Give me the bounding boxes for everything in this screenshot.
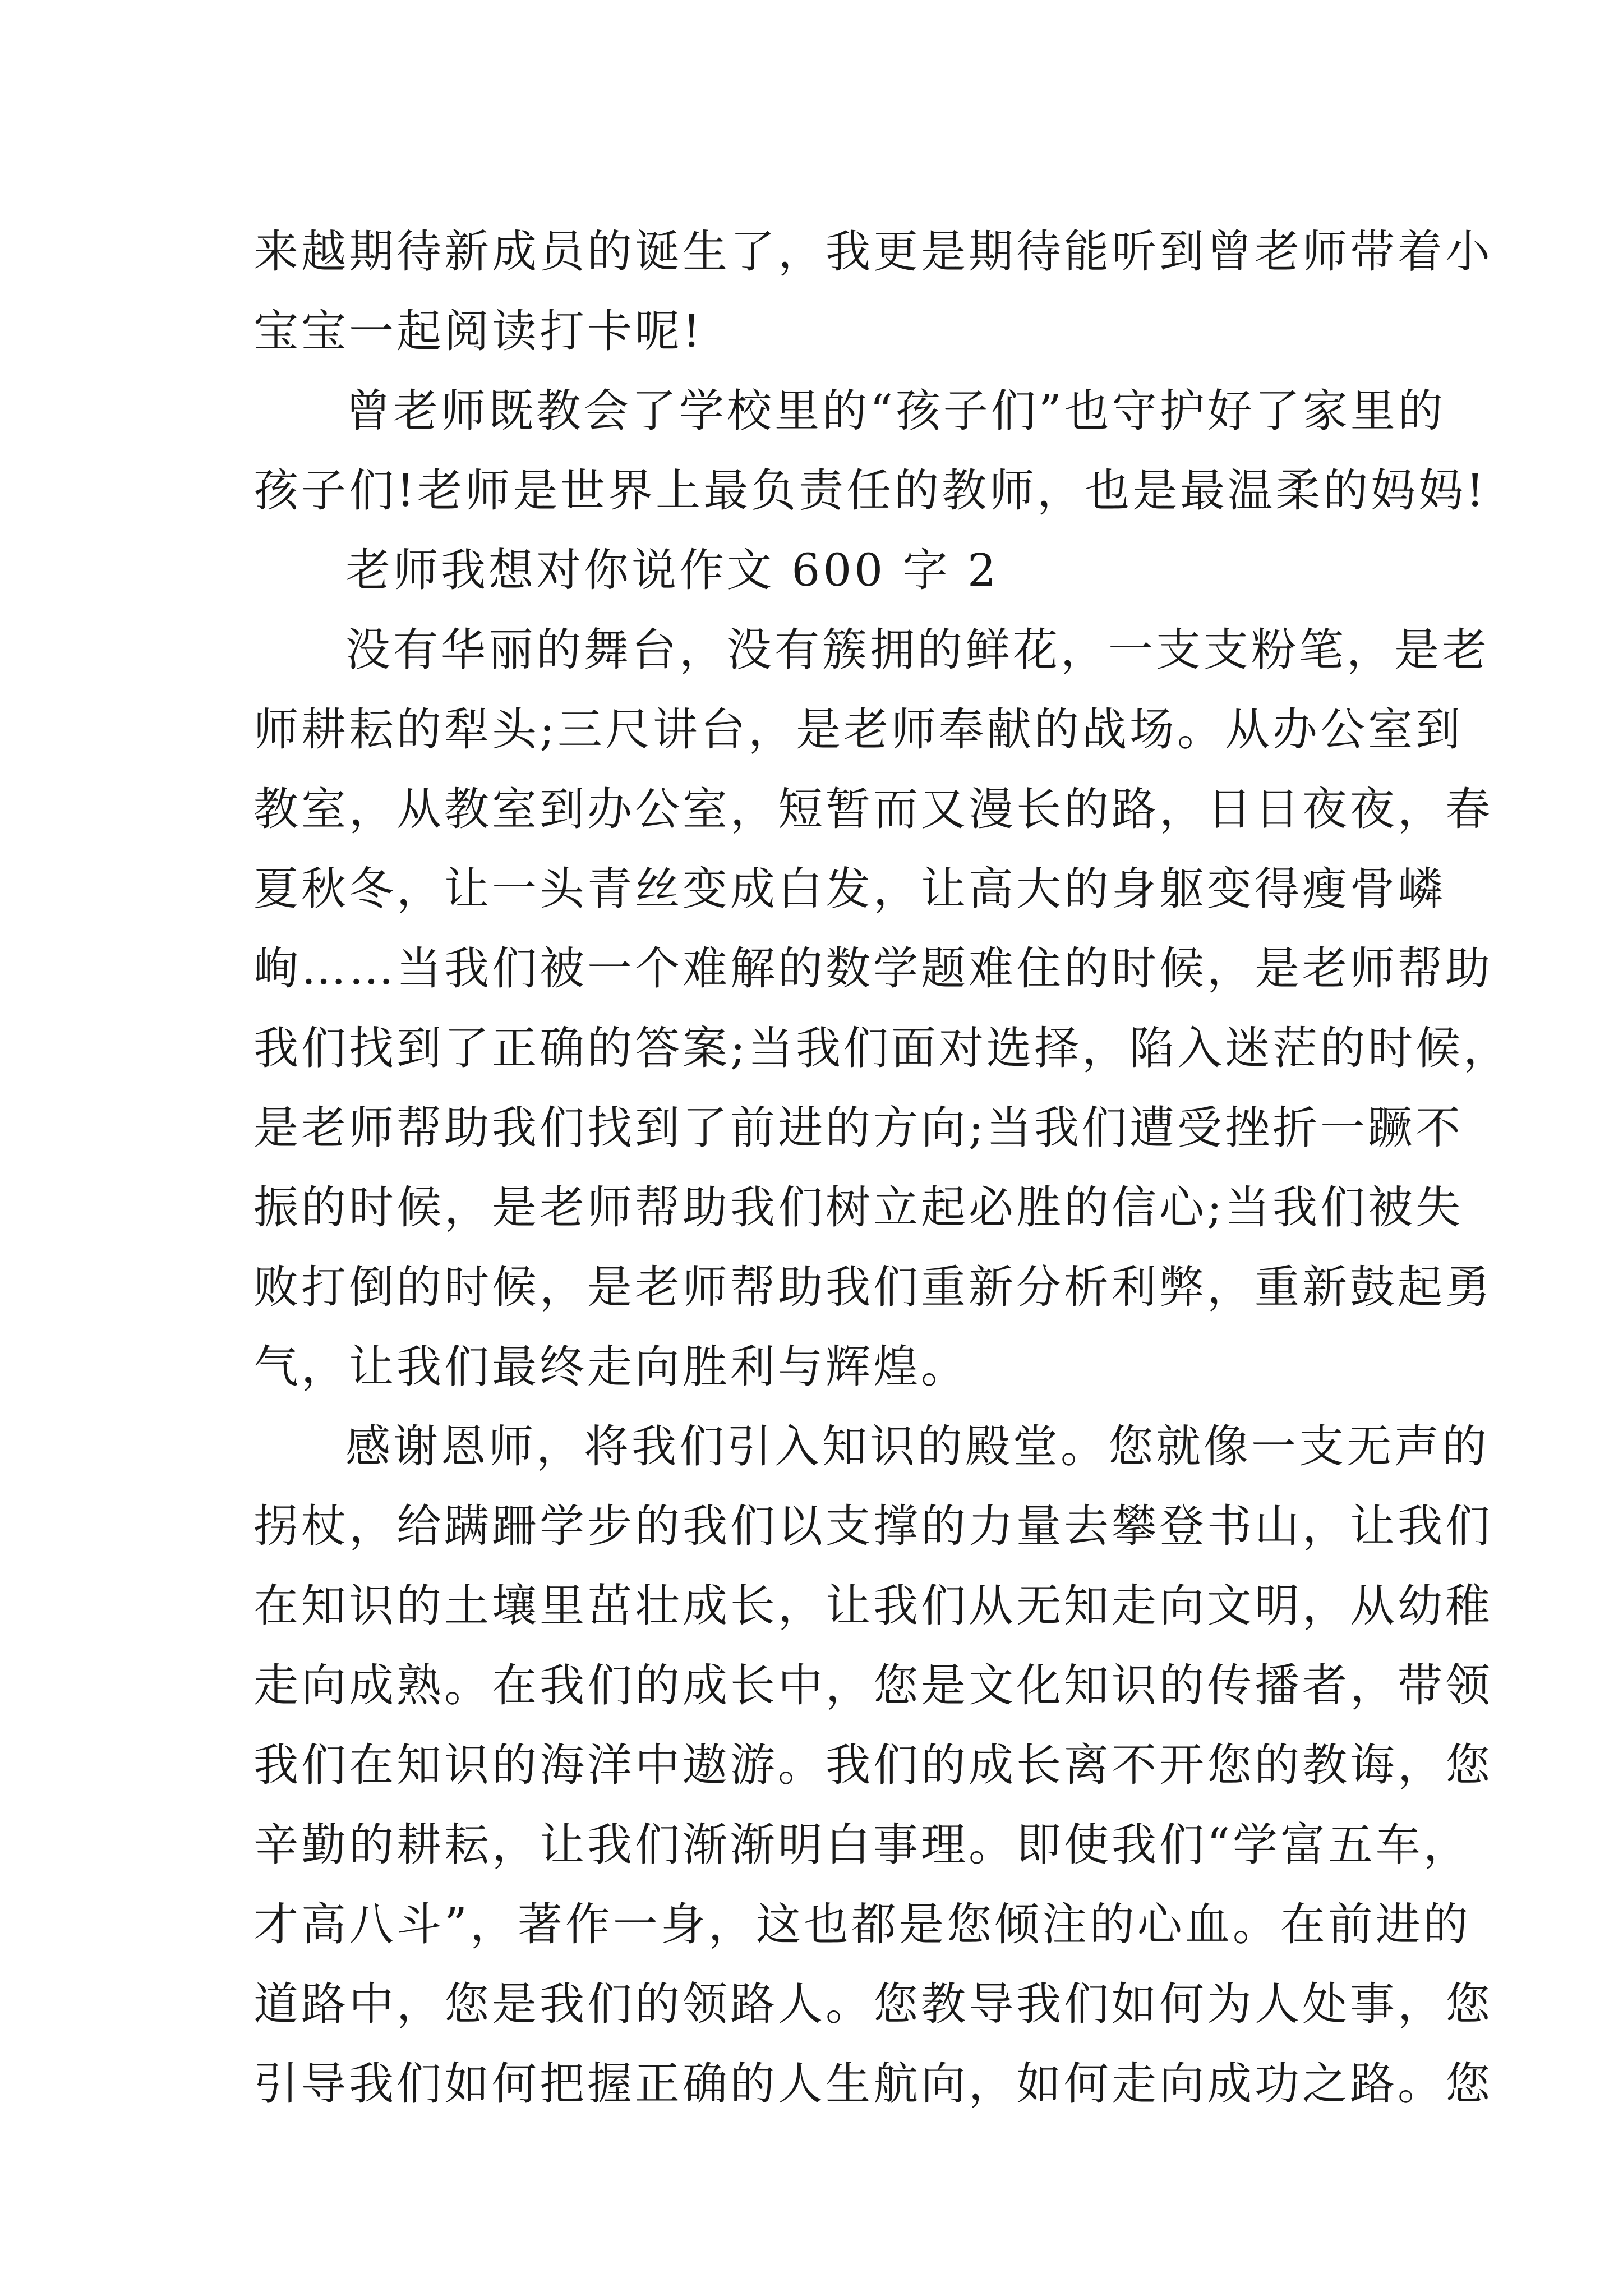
body-text <box>253 212 1511 2124</box>
paragraph-start-line: 没有华丽的舞台，没有簇拥的鲜花，一支支粉笔，是老 <box>345 624 1490 676</box>
text-line: 孩子们!老师是世界上最负责任的教师，也是最温柔的妈妈! <box>253 464 1487 517</box>
text-line: 峋……当我们被一个难解的数学题难住的时候，是老师帮助 <box>253 942 1493 995</box>
text-line: 才高八斗”，著作一身，这也都是您倾注的心血。在前进的 <box>253 1898 1471 1950</box>
text-line: 走向成熟。在我们的成长中，您是文化知识的传播者，带领 <box>253 1659 1493 1711</box>
text-line: 辛勤的耕耘，让我们渐渐明白事理。即使我们“学富五车， <box>253 1819 1471 1871</box>
text-line: 在知识的土壤里茁壮成长，让我们从无知走向文明，从幼稚 <box>253 1580 1493 1632</box>
text-line: 师耕耘的犁头;三尺讲台，是老师奉献的战场。从办公室到 <box>253 703 1463 756</box>
text-line: 来越期待新成员的诞生了，我更是期待能听到曾老师带着小 <box>253 226 1493 278</box>
text-line: 我们在知识的海洋中遨游。我们的成长离不开您的教诲，您 <box>253 1739 1493 1791</box>
text-line: 我们找到了正确的答案;当我们面对选择，陷入迷茫的时候， <box>253 1022 1511 1074</box>
text-line: 夏秋冬，让一头青丝变成白发，让高大的身躯变得瘦骨嶙 <box>253 863 1445 915</box>
text-line: 拐杖，给蹒跚学步的我们以支撑的力量去攀登书山，让我们 <box>253 1500 1493 1552</box>
section-heading: 老师我想对你说作文 600 字 2 <box>345 544 999 596</box>
text-line: 引导我们如何把握正确的人生航向，如何走向成功之路。您 <box>253 2058 1493 2110</box>
text-line: 是老师帮助我们找到了前进的方向;当我们遭受挫折一蹶不 <box>253 1102 1463 1154</box>
text-line: 道路中，您是我们的领路人。您教导我们如何为人处事，您 <box>253 1978 1493 2030</box>
text-line: 振的时候，是老师帮助我们树立起必胜的信心;当我们被失 <box>253 1181 1463 1234</box>
paragraph-start-line: 曾老师既教会了学校里的“孩子们”也守护好了家里的 <box>345 385 1446 437</box>
text-line: 教室，从教室到办公室，短暂而又漫长的路，日日夜夜，春 <box>253 783 1493 835</box>
text-line: 宝宝一起阅读打卡呢! <box>253 305 704 357</box>
text-line: 气，让我们最终走向胜利与辉煌。 <box>253 1341 969 1393</box>
paragraph-start-line: 感谢恩师，将我们引入知识的殿堂。您就像一支无声的 <box>345 1420 1490 1473</box>
text-line: 败打倒的时候，是老师帮助我们重新分析利弊，重新鼓起勇 <box>253 1261 1493 1313</box>
